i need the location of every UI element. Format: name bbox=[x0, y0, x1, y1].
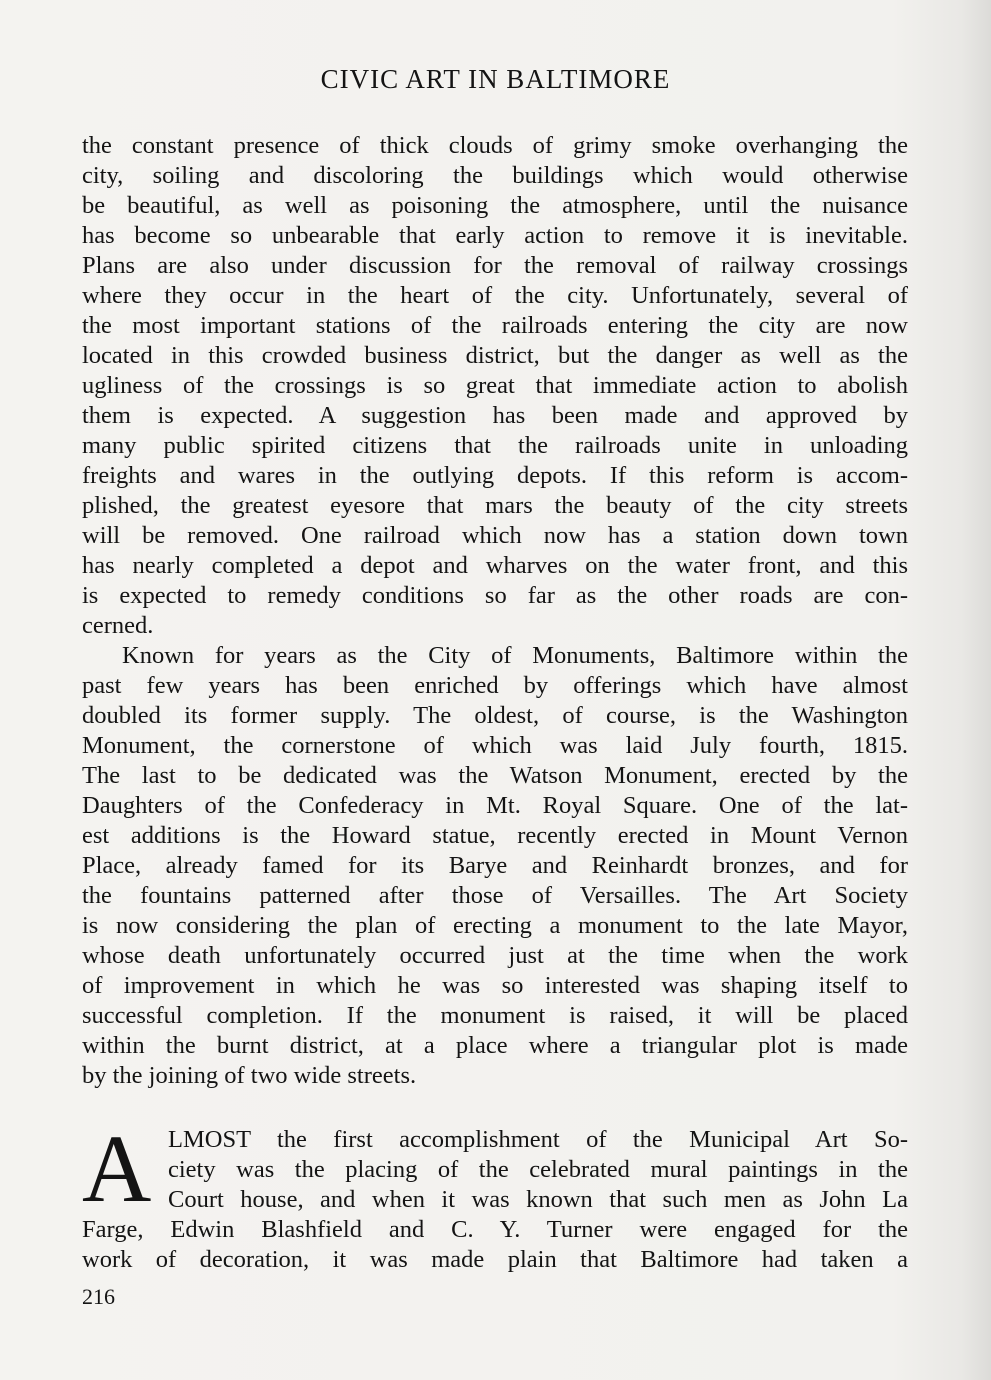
text-line: Farge, Edwin Blashfield and C. Y. Turner were engaged for the bbox=[82, 1216, 908, 1243]
text-line: cerned. bbox=[82, 612, 154, 639]
text-line: by the joining of two wide streets. bbox=[82, 1062, 417, 1089]
text-line: Monument, the cornerstone of which was laid July fourth, 1815. bbox=[82, 732, 908, 759]
text-line: many public spirited citizens that the railroads unite in unloading bbox=[82, 432, 908, 459]
text-line: LMOST the first accomplishment of the Municipal Art So- bbox=[168, 1126, 908, 1153]
text-line: Court house, and when it was known that such men as John La bbox=[168, 1186, 908, 1213]
text-line: successful completion. If the monument is raised, it will be placed bbox=[82, 1002, 908, 1029]
text-line: Known for years as the City of Monuments, Baltimore within the bbox=[122, 642, 908, 669]
text-line: est additions is the Howard statue, recently erected in Mount Vernon bbox=[82, 822, 908, 849]
text-line: has become so unbearable that early action to remove it is inevitable. bbox=[82, 222, 908, 249]
text-line: Plans are also under discussion for the removal of railway crossings bbox=[82, 252, 908, 279]
paragraph-1 bbox=[82, 131, 908, 641]
text-line: ciety was the placing of the celebrated mural paintings in the bbox=[168, 1156, 908, 1183]
text-line: within the burnt district, at a place where a triangular plot is made bbox=[82, 1032, 908, 1059]
text-line: of improvement in which he was so interested was shaping itself to bbox=[82, 972, 908, 999]
text-line: past few years has been enriched by offerings which have almost bbox=[82, 672, 908, 699]
text-line: where they occur in the heart of the city. Unfortunately, several of bbox=[82, 282, 908, 309]
text-line: is expected to remedy conditions so far as the other roads are con- bbox=[82, 582, 908, 609]
text-line: plished, the greatest eyesore that mars the beauty of the city streets bbox=[82, 492, 908, 519]
text-line: city, soiling and discoloring the buildings which would otherwise bbox=[82, 162, 908, 189]
text-line: whose death unfortunately occurred just at the time when the work bbox=[82, 942, 908, 969]
text-line: is now considering the plan of erecting a monument to the late Mayor, bbox=[82, 912, 908, 939]
paragraph-2 bbox=[82, 641, 908, 1091]
page-number: 216 bbox=[82, 1284, 115, 1309]
text-line: doubled its former supply. The oldest, of course, is the Washington bbox=[82, 702, 908, 729]
drop-cap: A bbox=[82, 1115, 152, 1222]
text-line: the most important stations of the railroads entering the city are now bbox=[82, 312, 908, 339]
text-line: The last to be dedicated was the Watson Monument, erected by the bbox=[82, 762, 908, 789]
running-head: CIVIC ART IN BALTIMORE bbox=[320, 64, 671, 94]
text-line: will be removed. One railroad which now has a station down town bbox=[82, 522, 908, 549]
text-line: the constant presence of thick clouds of grimy smoke overhanging the bbox=[82, 132, 908, 159]
text-line: Daughters of the Confederacy in Mt. Royal Square. One of the lat- bbox=[82, 792, 908, 819]
text-line: work of decoration, it was made plain that Baltimore had taken a bbox=[82, 1246, 908, 1273]
text-line: located in this crowded business district, but the danger as well as the bbox=[82, 342, 908, 369]
text-line: be beautiful, as well as poisoning the atmosphere, until the nuisance bbox=[82, 192, 908, 219]
section-opening bbox=[82, 1115, 908, 1275]
text-line: ugliness of the crossings is so great that immediate action to abolish bbox=[82, 372, 908, 399]
text-line: them is expected. A suggestion has been made and approved by bbox=[82, 402, 908, 429]
body-text bbox=[82, 131, 908, 1091]
text-line: Place, already famed for its Barye and Reinhardt bronzes, and for bbox=[82, 852, 908, 879]
text-line: the fountains patterned after those of Versailles. The Art Society bbox=[82, 882, 908, 909]
text-line: has nearly completed a depot and wharves on the water front, and this bbox=[82, 552, 908, 579]
text-line: freights and wares in the outlying depots. If this reform is accom- bbox=[82, 462, 908, 489]
